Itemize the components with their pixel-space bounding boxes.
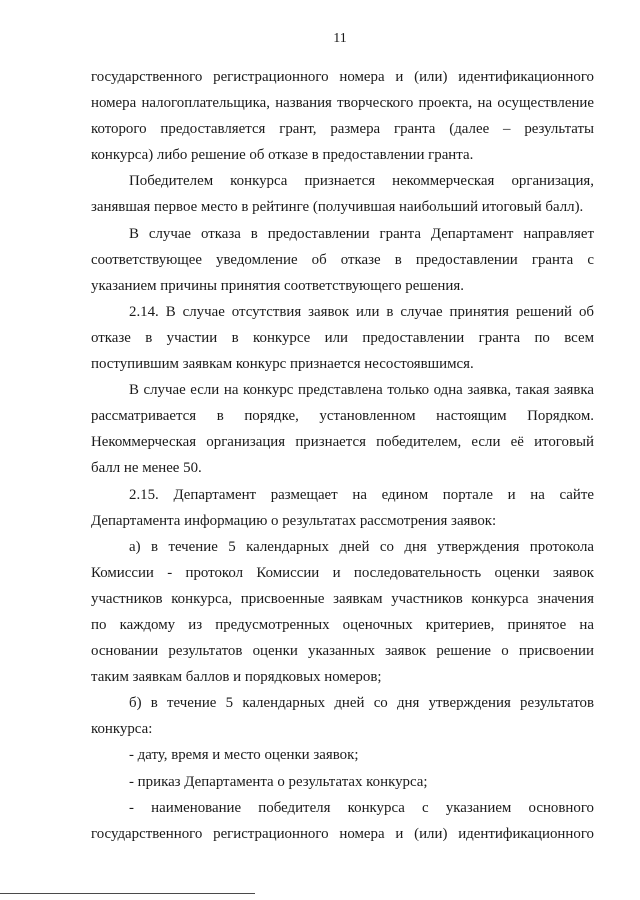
text-line: указанием причины принятия соответствующего решения. [91,277,464,294]
paragraph-9 [91,742,594,768]
paragraph-8 [91,690,594,742]
text-line: балл не менее 50. [91,460,202,477]
paragraph-7 [91,534,594,691]
text-line: основании результатов оценки указанных заявок решение о присвоении [91,643,594,660]
text-line: по каждому из предусмотренных оценочных критериев, принятое на [91,616,594,633]
footer-rule [0,893,255,894]
text-line: участников конкурса, присвоенные заявкам участников конкурса значения [91,590,594,607]
text-line: 2.14. В случае отсутствия заявок или в случае принятия решений об [129,303,594,320]
text-line: 2.15. Департамент размещает на едином портале и на сайте [129,486,594,503]
text-line: б) в течение 5 календарных дней со дня утверждения результатов [129,695,594,712]
paragraph-5 [91,377,594,481]
paragraph-2 [91,168,594,220]
text-line: В случае отказа в предоставлении гранта Департамент направляет [129,225,594,242]
text-line: государственного регистрационного номера и (или) идентификационного [91,825,594,842]
text-line: занявшая первое место в рейтинге (получившая наибольший итоговый балл). [91,199,584,216]
page-number: 11 [333,31,347,46]
text-line: - приказ Департамента о результатах конкурса; [129,773,428,790]
text-line: В случае если на конкурс представлена только одна заявка, такая заявка [129,382,594,399]
text-line: Победителем конкурса признается некоммерческая организация, [129,173,594,190]
paragraph-4 [91,299,594,377]
text-line: - наименование победителя конкурса с указанием основного [129,799,594,816]
text-line: а) в течение 5 календарных дней со дня утверждения протокола [129,538,594,555]
paragraph-1 [91,64,594,168]
text-line: которого предоставляется грант, размера гранта (далее – результаты [91,121,594,138]
text-line: конкурса) либо решение об отказе в предоставлении гранта. [91,147,474,164]
text-line: государственного регистрационного номера и (или) идентификационного [91,69,594,85]
text-line: рассматривается в порядке, установленном настоящим Порядком. [91,408,594,425]
text-line: соответствующее уведомление об отказе в предоставлении гранта с [91,251,594,268]
paragraph-11 [91,795,594,847]
text-line: Комиссии - протокол Комиссии и последовательность оценки заявок [91,564,594,581]
text-line: - дату, время и место оценки заявок; [129,747,359,764]
document-body [91,64,594,847]
paragraph-6 [91,482,594,534]
text-line: конкурса: [91,721,153,738]
text-line: таким заявкам баллов и порядковых номеров; [91,669,382,686]
text-line: отказе в участии в конкурсе или предоставлении гранта по всем [91,329,594,346]
paragraph-3 [91,221,594,299]
text-line: поступившим заявкам конкурс признается несостоявшимся. [91,356,474,373]
text-line: номера налогоплательщика, названия творческого проекта, на осуществление [91,95,594,112]
paragraph-10 [91,769,594,795]
text-line: Некоммерческая организация признается победителем, если её итоговый [91,434,594,451]
text-line: Департамента информацию о результатах рассмотрения заявок: [91,512,497,529]
